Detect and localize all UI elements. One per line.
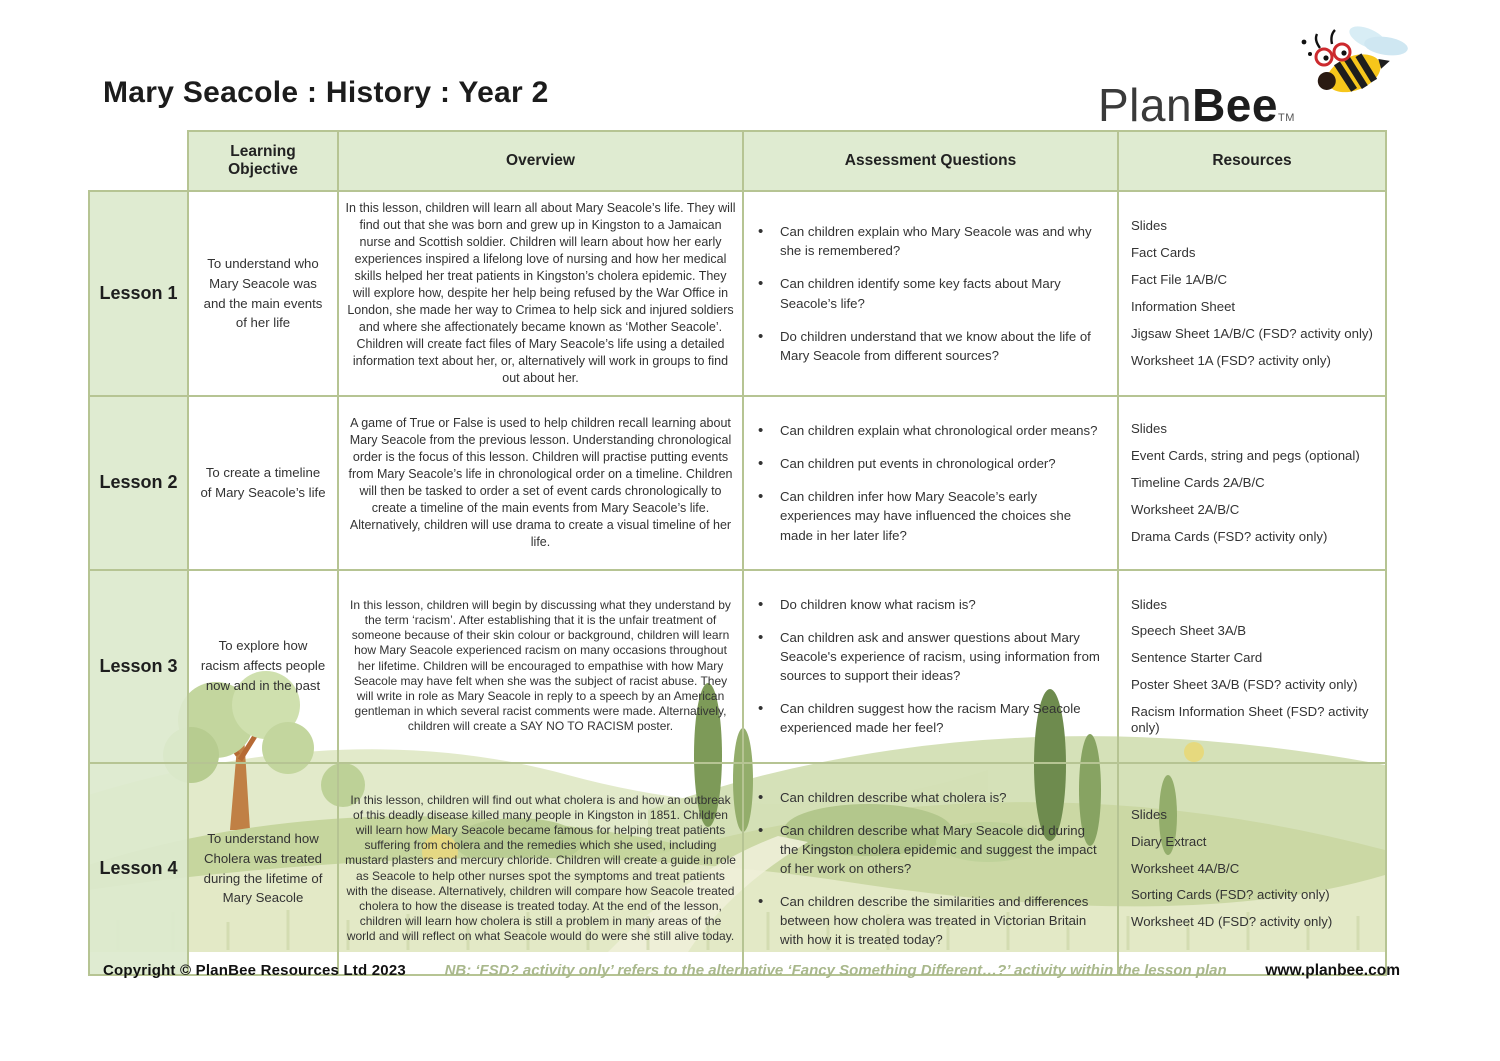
overview-text: In this lesson, children will find out what cholera is and how an outbreak of this deadly disease killed many people in Kingston in 1851. Children will learn how Mary Seacole became famous for helping treat patients suffering from cholera and the remedies which she used, including mustard plasters and mercury chloride. Children will create a guide in role as Seacole to help other nurses spot the symptoms and treat patients with the disease. Alternatively, children will compare how Seacole treated cholera to how the disease is treated today. At the end of the lesson, children will learn how cholera is still a problem in many areas of the world and will reflect on what Seacole would do were she still alive today. <box>345 792 736 943</box>
footer-website: www.planbee.com <box>1265 962 1400 979</box>
resource-item: Slides <box>1131 421 1167 437</box>
header-spacer <box>89 131 188 191</box>
page-title: Mary Seacole : History : Year 2 <box>103 76 549 109</box>
question-item: • Can children suggest how the racism Mary Seacole experienced made her feel? <box>756 699 1103 737</box>
resource-item: Worksheet 4D (FSD? activity only) <box>1131 914 1333 930</box>
overview-text: A game of True or False is used to help children recall learning about Mary Seacole from the previous lesson. Understanding chronological order is the focus of this lesson. Children will practise putting events from Mary Seacole’s life in chronological order on a timeline. Children will then be tasked to order a set of event cards chronologically to create a timeline of the main events from Mary Seacole’s life. Alternatively, children will use drama to create a visual timeline of her life. <box>348 415 733 549</box>
logo-bee-text: Bee <box>1192 79 1278 131</box>
learning-objective: To explore how racism affects people now and in the past <box>188 570 338 763</box>
learning-objective: To understand how Cholera was treated during the lifetime of Mary Seacole <box>188 763 338 975</box>
resources-list <box>1118 396 1386 570</box>
table-header-row <box>89 131 1386 191</box>
planbee-bee-icon <box>1290 22 1410 108</box>
resource-item: Diary Extract <box>1131 833 1207 849</box>
question-item: • Can children explain what chronological order means? <box>756 421 1103 440</box>
logo-tm-mark: TM <box>1277 112 1295 124</box>
resource-item: Worksheet 2A/B/C <box>1131 501 1240 517</box>
resource-item: Sentence Starter Card <box>1131 650 1263 666</box>
table-row-lesson-1 <box>89 191 1386 396</box>
resource-item: Fact File 1A/B/C <box>1131 272 1228 288</box>
overview-text: In this lesson, children will learn all about Mary Seacole’s life. They will find out that she was born and grew up in Kingston to a Jamaican nurse and Scottish soldier. Children will learn about how her early experiences inspired a lifelong love of nursing and how her medical skills helped her treat patients in Kingston’s cholera epidemic. They will explore how, despite her help being refused by the War Office in London, she made her way to Crimea to help sick and injured soldiers and where she affectionately became known as ‘Mother Seacole’. Children will create fact files of Mary Seacole’s life using a detailed information text about her, or, alternatively will work in groups to find out about her. <box>345 201 736 385</box>
table-row-lesson-2 <box>89 396 1386 570</box>
lesson-label: Lesson 4 <box>89 763 188 975</box>
lesson-label: Lesson 2 <box>89 396 188 570</box>
assessment-questions <box>743 191 1118 396</box>
learning-objective: To create a timeline of Mary Seacole’s life <box>188 396 338 570</box>
resource-item: Sorting Cards (FSD? activity only) <box>1131 887 1330 903</box>
lesson-table <box>88 130 1387 976</box>
overview-text: In this lesson, children will begin by discussing what they understand by the term ‘racism’. After establishing that it is the unfair treatment of someone because of their skin colour or background, children will learn how Mary Seacole experienced racism on many occasions throughout her lifetime. Children will be encouraged to empathise with how Mary Seacole may have felt when she was the subject of racist abuse. They will write in role as Mary Seacole in reply to a speech by an American gentleman in which several racist comments were made. Alternatively, children will create a SAY NO TO RACISM poster. <box>350 598 731 733</box>
resource-item: Racism Information Sheet (FSD? activity only) <box>1131 703 1369 735</box>
column-header-resources: Resources <box>1118 131 1386 191</box>
footer-note: NB: ‘FSD? activity only’ refers to the alternative ‘Fancy Something Different…?’ activity within the lesson plan <box>444 962 1227 979</box>
question-item: • Can children describe the similarities and differences between how cholera was treated in Victorian Britain with how it is treated today? <box>756 892 1103 949</box>
resources-list <box>1118 763 1386 975</box>
question-item: • Can children ask and answer questions about Mary Seacole's experience of racism, using information from sources to support their ideas? <box>756 628 1103 685</box>
column-header-overview: Overview <box>338 131 743 191</box>
resources-list <box>1118 570 1386 763</box>
resource-item: Jigsaw Sheet 1A/B/C (FSD? activity only) <box>1131 325 1373 341</box>
learning-objective: To understand who Mary Seacole was and the main events of her life <box>188 191 338 396</box>
assessment-questions <box>743 763 1118 975</box>
resource-item: Poster Sheet 3A/B (FSD? activity only) <box>1131 677 1358 693</box>
column-header-learning-objective: Learning Objective <box>188 131 338 191</box>
resource-item: Drama Cards (FSD? activity only) <box>1131 528 1328 544</box>
question-item: • Can children describe what Mary Seacole did during the Kingston cholera epidemic and suggest the impact of her work on others? <box>756 821 1103 878</box>
question-item: • Can children explain who Mary Seacole was and why she is remembered? <box>756 222 1103 260</box>
resources-list <box>1118 191 1386 396</box>
column-header-assessment-questions: Assessment Questions <box>743 131 1118 191</box>
table-row-lesson-3 <box>89 570 1386 763</box>
resource-item: Worksheet 4A/B/C <box>1131 860 1240 876</box>
question-item: • Do children understand that we know about the life of Mary Seacole from different sources? <box>756 327 1103 365</box>
assessment-questions <box>743 396 1118 570</box>
resource-item: Slides <box>1131 596 1167 612</box>
resource-item: Information Sheet <box>1131 299 1236 314</box>
resource-item: Event Cards, string and pegs (optional) <box>1131 448 1360 464</box>
resource-item: Slides <box>1131 806 1167 822</box>
planbee-logo-text <box>1098 78 1295 132</box>
resource-item: Fact Cards <box>1131 245 1196 261</box>
question-item: • Can children put events in chronological order? <box>756 454 1103 473</box>
lesson-label: Lesson 3 <box>89 570 188 763</box>
resource-item: Worksheet 1A (FSD? activity only) <box>1131 352 1331 368</box>
logo-plan-text: Plan <box>1098 79 1193 131</box>
table-row-lesson-4 <box>89 763 1386 975</box>
planbee-logo <box>1080 22 1410 132</box>
page-footer <box>103 962 1400 980</box>
question-item: • Can children infer how Mary Seacole’s early experiences may have influenced the choices she made in her later life? <box>756 487 1103 544</box>
question-item: • Do children know what racism is? <box>756 595 1103 614</box>
question-item: • Can children describe what cholera is? <box>756 788 1103 807</box>
assessment-questions <box>743 570 1118 763</box>
resource-item: Speech Sheet 3A/B <box>1131 623 1247 639</box>
resource-item: Slides <box>1131 218 1167 234</box>
question-item: • Can children identify some key facts about Mary Seacole’s life? <box>756 274 1103 312</box>
resource-item: Timeline Cards 2A/B/C <box>1131 474 1265 490</box>
footer-copyright: Copyright © PlanBee Resources Ltd 2023 <box>103 962 406 979</box>
lesson-label: Lesson 1 <box>89 191 188 396</box>
